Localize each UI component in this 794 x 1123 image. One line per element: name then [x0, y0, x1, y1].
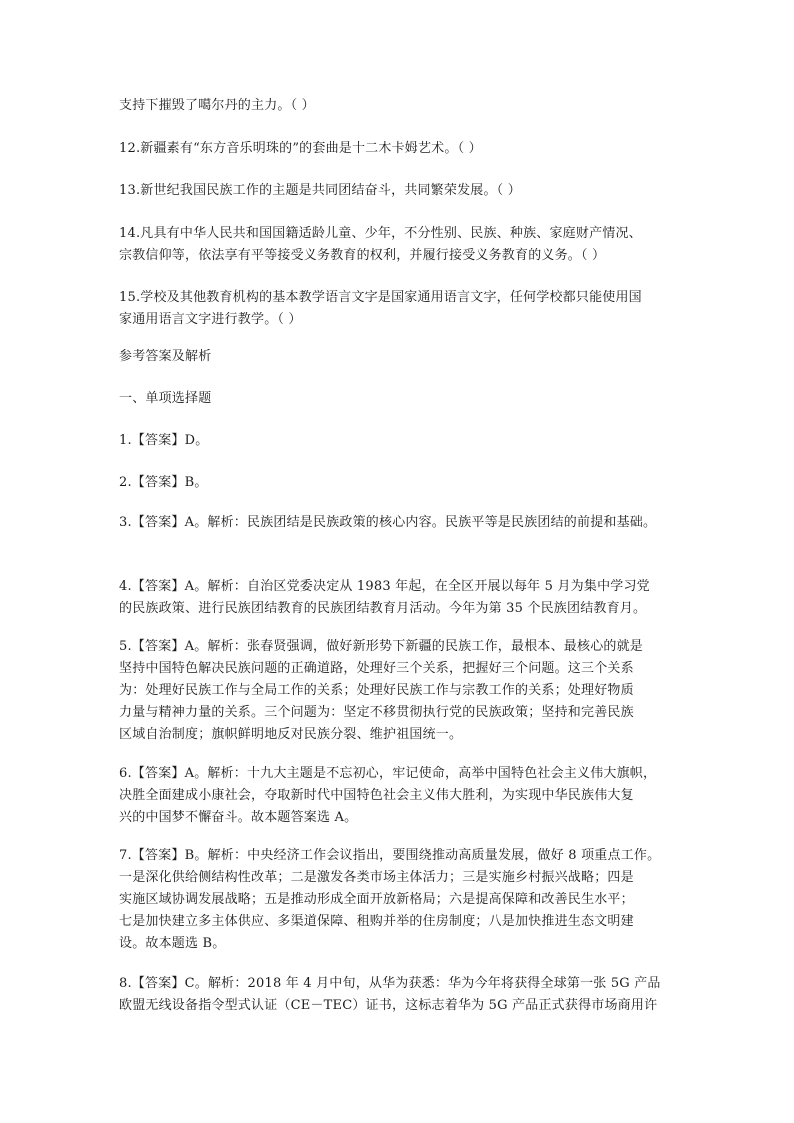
answer-7: 7.【答案】B。解析：中央经济工作会议指出，要围绕推动高质量发展，做好 8 项重点工作。 一是深化供给侧结构性改革；二是激发各类市场主体活力；三是实施乡村振兴战略；四是 实施区域协调发展战略；五是推动形成全面开放新格局；六是提高保障和改善民生水平； 七是加快建立多主体供应、多渠道保障、租购并举的住房制度；八是加快推进生态文明建 设。故本题选 B。: [119, 848, 661, 951]
answers-title: 参考答案及解析: [119, 349, 212, 364]
question-15: 15.学校及其他教育机构的基本教学语言文字是国家通用语言文字，任何学校都只能使用国 家通用语言文字进行教学。（ ）: [119, 290, 642, 327]
question-11-tail: 支持下摧毁了噶尔丹的主力。（ ）: [119, 98, 315, 113]
answer-5: 5.【答案】A。解析：张春贤强调，做好新形势下新疆的民族工作，最根本、最核心的就是 坚持中国特色解决民族问题的正确道路，处理好三个关系，把握好三个问题。这三个关系 为：处理好民族工作与全局工作的关系；处理好民族工作与宗教工作的关系；处理好物质 力量与精神力量的关系。三个问题为：坚定不移贯彻执行党的民族政策；坚持和完善民族 区域自治制度；旗帜鲜明地反对民族分裂、维护祖国统一。: [119, 639, 643, 742]
question-12: 12.新疆素有“东方音乐明珠的”的套曲是十二木卡姆艺术。（ ）: [119, 141, 482, 156]
answer-4: 4.【答案】A。解析：自治区党委决定从 1983 年起，在全区开展以每年 5 月为集中学习党 的民族政策、进行民族团结教育的民族团结教育月活动。今年为第 35 个民族团结教育月。: [119, 579, 650, 616]
answer-2: 2.【答案】B。: [119, 475, 208, 490]
answer-8: 8.【答案】C。解析：2018 年 4 月中旬，从华为获悉：华为今年将获得全球第一张 5G 产品 欧盟无线设备指令型式认证（CE－TEC）证书，这标志着华为 5G 产品正式获得市场商用许: [119, 976, 661, 1013]
answer-3: 3.【答案】A。解析：民族团结是民族政策的核心内容。民族平等是民族团结的前提和基础。: [119, 515, 657, 530]
question-14: 14.凡具有中华人民共和国国籍适龄儿童、少年，不分性别、民族、种族、家庭财产情况、 宗教信仰等，依法享有平等接受义务教育的权利，并履行接受义务教育的义务。（ ）: [119, 226, 642, 263]
answer-6: 6.【答案】A。解析：十九大主题是不忘初心，牢记使命，高举中国特色社会主义伟大旗帜， 决胜全面建成小康社会，夺取新时代中国特色社会主义伟大胜利，为实现中华民族伟大复 兴的中国梦不懈奋斗。故本题答案选 A。: [119, 766, 657, 825]
section-title: 一、单项选择题: [119, 391, 212, 406]
answer-1: 1.【答案】D。: [119, 433, 209, 448]
question-13: 13.新世纪我国民族工作的主题是共同团结奋斗，共同繁荣发展。（ ）: [119, 183, 521, 198]
